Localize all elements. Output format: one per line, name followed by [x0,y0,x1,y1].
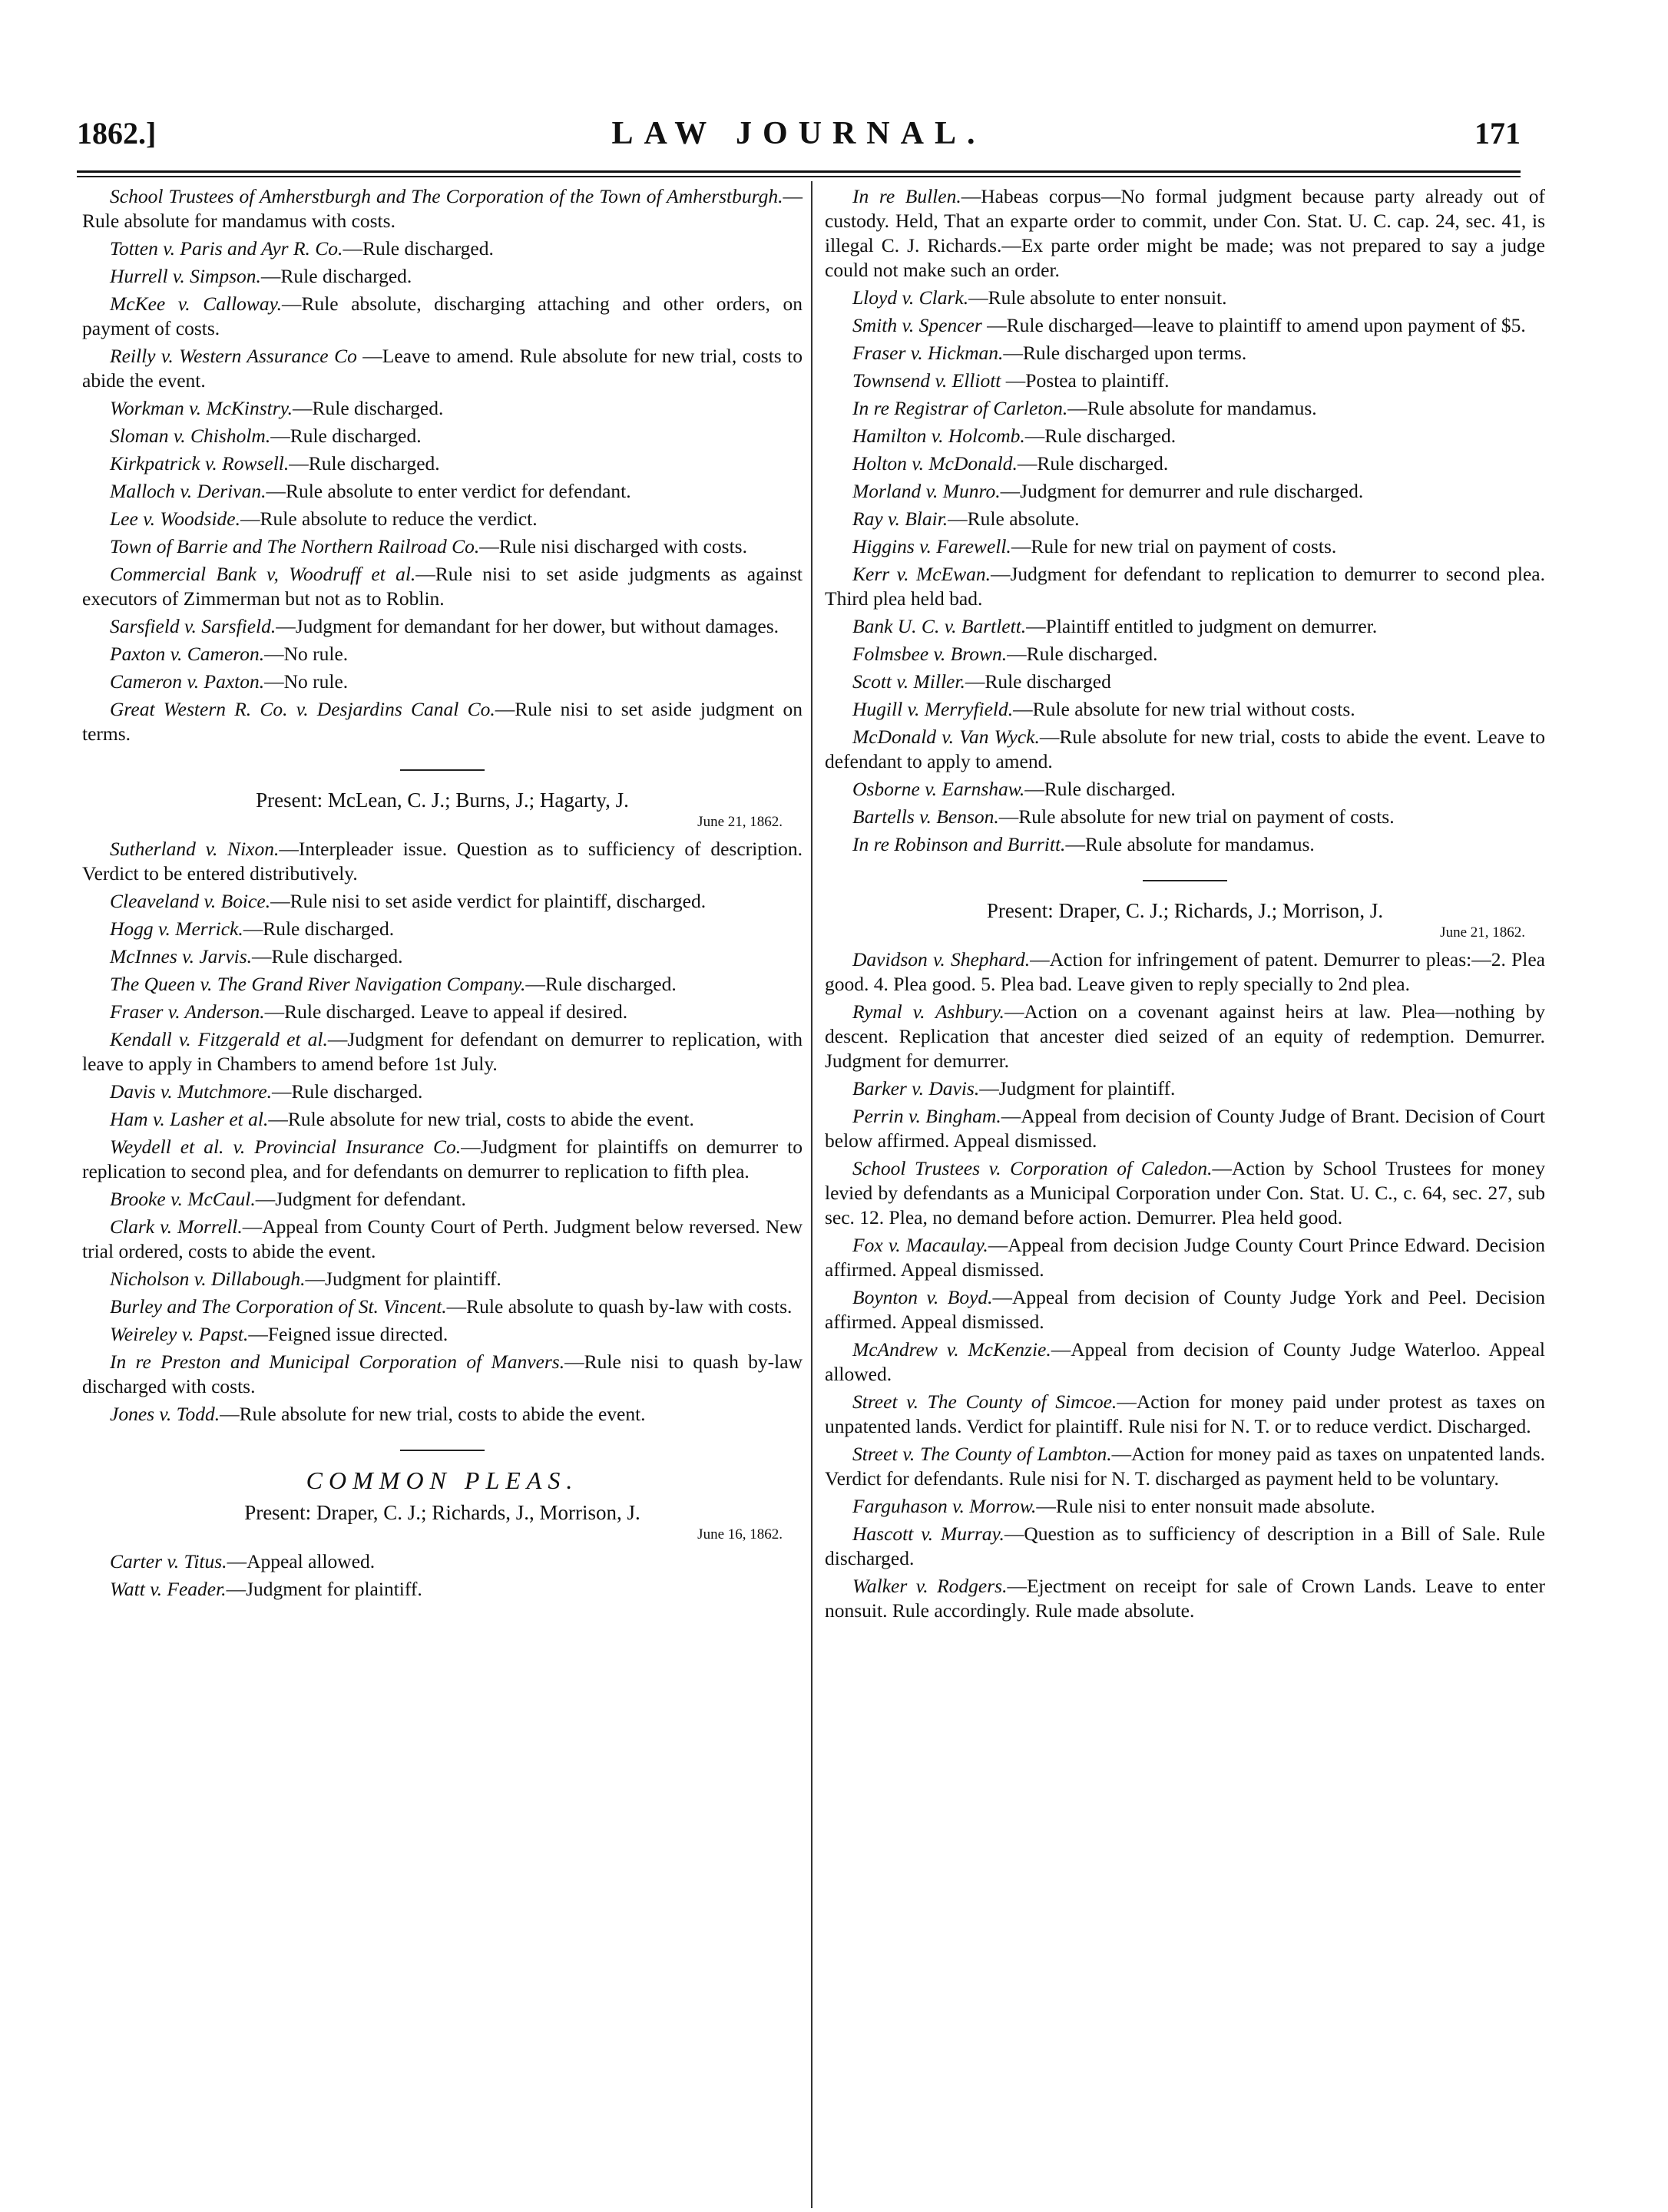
case-name: Kirkpatrick v. Rowsell. [110,452,290,474]
case-ruling: —Appeal from County Court of Perth. Judgment below reversed. New trial ordered, costs to abide the event. [82,1215,803,1262]
case-entry [82,1294,803,1319]
case-ruling: —Rule discharged upon terms. [1003,342,1247,364]
case-entry [82,1135,803,1184]
case-name: Fraser v. Anderson. [110,1000,265,1023]
case-ruling: —Rule discharged. Leave to appeal if desired. [264,1000,628,1023]
case-name: Weydell et al. v. Provincial Insurance Co. [110,1136,462,1158]
case-entry [825,1233,1545,1282]
case-name: Totten v. Paris and Ayr R. Co. [110,237,343,260]
case-entry [82,534,803,559]
case-entry [82,562,803,611]
case-entry [825,1574,1545,1623]
case-ruling: —Action on a covenant against heirs at law. Plea—nothing by descent. Replication that ancester died seized of an equity of redemption. Demurrer. Judgment for demurrer. [825,1000,1546,1072]
case-ruling: —Rule nisi to set aside judgment on terms. [82,698,803,745]
case-name: Hugill v. Merryfield. [852,698,1014,720]
case-entry [82,1215,803,1264]
case-name: Watt v. Feader. [110,1578,227,1600]
right-entries-a [825,184,1545,857]
case-entry [825,451,1545,476]
case-ruling: —Appeal from decision of County Judge York and Peel. Decision affirmed. Appeal dismissed. [825,1286,1545,1333]
case-ruling: —Habeas corpus—No formal judgment because party already out of custody. Held, That an exparte order to commit, under Con. Stat. U. C. cap. 24, sec. 41, is illegal C. J. Richards.—Ex parte order might be made; was not prepared to say a judge could not make such an order. [825,185,1545,281]
right-entries-b [825,947,1545,1623]
sitting-date: June 21, 1862. [1440,924,1525,941]
case-entry [825,534,1545,559]
case-ruling: —Rule absolute to enter nonsuit. [968,286,1227,309]
case-entry [82,236,803,261]
case-entry [82,1322,803,1347]
case-ruling: —Rule discharged. [289,452,440,474]
case-name: Scott v. Miller. [852,670,965,693]
case-entry [825,562,1545,611]
case-name: School Trustees v. Corporation of Caledon. [852,1157,1213,1179]
case-name: Fox v. Macaulay. [852,1234,988,1256]
case-entry [825,184,1545,283]
case-entry [825,1337,1545,1387]
case-name: Workman v. McKinstry. [110,397,293,419]
case-entry [825,313,1545,338]
case-ruling: —Rule discharged—leave to plaintiff to amend upon payment of $5. [981,314,1526,336]
case-ruling: —Judgment for defendant. [255,1188,466,1210]
case-name: Hamilton v. Holcomb. [852,425,1025,447]
case-entry [825,1285,1545,1334]
case-entry [82,642,803,666]
case-ruling: —Rule absolute for mandamus. [1067,397,1317,419]
case-entry [82,451,803,476]
case-entry [82,1350,803,1399]
case-name: Higgins v. Farewell. [852,535,1011,557]
case-ruling: —Rule absolute. [948,508,1080,530]
case-ruling: —Judgment for defendant on demurrer to replication, with leave to apply in Chambers to amend before 1st July. [82,1028,803,1075]
case-entry [825,424,1545,448]
case-name: In re Bullen. [852,185,961,207]
case-ruling: —Judgment for demandant for her dower, but without damages. [276,615,779,637]
case-name: Paxton v. Cameron. [110,643,265,665]
case-entry [825,642,1545,666]
case-entry [82,292,803,341]
case-name: Holton v. McDonald. [852,452,1018,474]
case-ruling: —Judgment for demurrer and rule discharged. [1000,480,1364,502]
case-ruling: —Rule nisi to set aside verdict for plaintiff, discharged. [270,890,707,912]
case-ruling: —Rule nisi to enter nonsuit made absolute. [1036,1495,1375,1517]
case-ruling: —Action for money paid under protest as taxes on unpatented lands. Verdict for plaintiff. Rule nisi for N. T. or to reduce verdict. Discharged. [825,1390,1545,1437]
case-name: Jones v. Todd. [110,1403,220,1425]
case-entry [82,1027,803,1076]
case-ruling: —Rule discharged. [272,1080,423,1103]
case-ruling: —Appeal from decision of County Judge Waterloo. Appeal allowed. [825,1338,1545,1385]
case-entry [825,725,1545,774]
case-name: Walker v. Rodgers. [852,1575,1008,1597]
case-name: Cameron v. Paxton. [110,670,265,693]
case-name: The Queen v. The Grand River Navigation Company. [110,973,526,995]
case-name: Cleaveland v. Boice. [110,890,271,912]
header-rule [77,170,1521,173]
case-ruling: —Rule discharged. [1024,425,1177,447]
case-ruling: —Judgment for defendant to replication to demurrer to second plea. Third plea held bad. [825,563,1545,610]
case-ruling: —Rule discharged. [525,973,677,995]
case-name: Carter v. Titus. [110,1550,227,1572]
case-name: Ray v. Blair. [852,508,948,530]
case-entry [82,944,803,969]
case-ruling: —Rule discharged. [260,265,412,287]
case-ruling: —Rule absolute for mandamus. [1065,833,1315,855]
case-entry [82,479,803,504]
case-entry [82,1549,803,1574]
case-entry [82,917,803,941]
left-entries-b [82,837,803,1427]
case-entry [825,777,1545,802]
case-entry [825,1076,1545,1101]
case-entry [825,1104,1545,1153]
case-ruling: —Rule discharged. [270,425,422,447]
case-name: Rymal v. Ashbury. [852,1000,1004,1023]
case-ruling: —Rule discharged. [292,397,444,419]
case-ruling: —Interpleader issue. Question as to sufficiency of description. Verdict to be entered distributively. [82,838,803,884]
case-entry [82,889,803,914]
case-ruling: —Question as to sufficiency of description in a Bill of Sale. Rule discharged. [825,1523,1545,1569]
case-entry [82,1577,803,1602]
case-ruling: —Plaintiff entitled to judgment on demurrer. [1026,615,1378,637]
case-entry [82,264,803,289]
case-ruling: —Ejectment on receipt for sale of Crown Lands. Leave to enter nonsuit. Rule accordingly. Rule made absolute. [825,1575,1545,1622]
case-name: Town of Barrie and The Northern Railroad Co. [110,535,480,557]
case-name: Weireley v. Papst. [110,1323,249,1345]
case-name: Sloman v. Chisholm. [110,425,271,447]
left-column [82,184,803,1605]
case-ruling: —Leave to amend. Rule absolute for new trial, costs to abide the event. [82,345,803,392]
section-heading: COMMON PLEAS. [306,1466,579,1494]
case-name: Smith v. Spencer [852,314,982,336]
case-name: Hascott v. Murray. [852,1523,1004,1545]
case-ruling: —Rule absolute to quash by-law with costs. [446,1295,793,1318]
case-name: McAndrew v. McKenzie. [852,1338,1051,1361]
case-name: Reilly v. Western Assurance Co [110,345,357,367]
header-year: 1862.] [77,116,157,150]
case-ruling: —Action for money paid as taxes on unpatented lands. Verdict for defendants. Rule nisi for N. T. discharged as payment held to be voluntary. [825,1443,1545,1490]
case-ruling: —No rule. [264,643,349,665]
case-name: Farguhason v. Morrow. [852,1495,1037,1517]
case-ruling: —Rule nisi to quash by-law discharged with costs. [82,1351,803,1397]
case-name: Osborne v. Earnshaw. [852,778,1025,800]
case-name: Brooke v. McCaul. [110,1188,256,1210]
case-entry [825,805,1545,829]
case-ruling: —Appeal from decision of County Judge of Brant. Decision of Court below affirmed. Appeal dismissed. [825,1105,1545,1152]
case-ruling: —Rule discharged. [1007,643,1158,665]
case-name: Bartells v. Benson. [852,805,999,828]
case-name: Perrin v. Bingham. [852,1105,1001,1127]
case-entry [825,697,1545,722]
case-entry [825,507,1545,531]
case-entry [825,1390,1545,1439]
case-name: Kerr v. McEwan. [852,563,991,585]
case-entry [825,341,1545,365]
case-name: Townsend v. Elliott [852,369,1001,392]
case-ruling: —Rule discharged. [1017,452,1169,474]
case-ruling: —Rule absolute for new trial on payment of costs. [998,805,1395,828]
column-separator [811,181,812,2208]
running-header [77,115,1521,161]
case-name: Fraser v. Hickman. [852,342,1004,364]
case-entry [825,832,1545,857]
left-entries-a [82,184,803,746]
case-name: McInnes v. Jarvis. [110,945,253,967]
case-entry [82,1402,803,1427]
case-name: Great Western R. Co. v. Desjardins Canal Co. [110,698,495,720]
case-ruling: —Action by School Trustees for money levied by defendants as a Municipal Corporation under Con. Stat. U. C., c. 64, sec. 27, sub sec. 12. Plea, no demand before action. Demurrer. Plea held good. [825,1157,1545,1228]
case-name: Hurrell v. Simpson. [110,265,261,287]
case-name: In re Robinson and Burritt. [852,833,1066,855]
bench-present: Present: McLean, C. J.; Burns, J.; Hagarty, J. [256,789,629,812]
case-entry [825,614,1545,639]
case-ruling: —Rule absolute for mandamus with costs. [82,185,803,232]
case-name: Sarsfield v. Sarsfield. [110,615,276,637]
case-name: Commercial Bank v, Woodruff et al. [110,563,416,585]
case-name: Boynton v. Boyd. [852,1286,993,1308]
case-name: McKee v. Calloway. [110,293,282,315]
case-entry [82,670,803,694]
case-ruling: —Judgment for plaintiff. [226,1578,422,1600]
case-ruling: —No rule. [264,670,349,693]
case-name: Barker v. Davis. [852,1077,980,1099]
case-entry [82,1080,803,1104]
case-ruling: —Postea to plaintiff. [1001,369,1170,392]
case-entry [82,837,803,886]
case-name: Davidson v. Shephard. [852,948,1031,970]
case-entry [825,396,1545,421]
case-name: In re Registrar of Carleton. [852,397,1068,419]
case-name: McDonald v. Van Wyck. [852,726,1040,748]
page-number: 171 [1474,116,1521,150]
case-ruling: —Judgment for plaintiff. [305,1268,501,1290]
case-ruling: —Rule for new trial on payment of costs. [1011,535,1337,557]
case-name: Sutherland v. Nixon. [110,838,280,860]
bench-present: Present: Draper, C. J.; Richards, J., Morrison, J. [244,1501,640,1524]
case-ruling: —Judgment for plaintiff. [979,1077,1176,1099]
case-entry [82,697,803,746]
case-entry [825,479,1545,504]
case-name: Lloyd v. Clark. [852,286,969,309]
case-name: Morland v. Munro. [852,480,1001,502]
sitting-date: June 21, 1862. [697,814,783,830]
case-entry [82,1187,803,1212]
case-entry [825,947,1545,997]
case-entry [825,1156,1545,1230]
case-ruling: —Rule absolute for new trial, costs to abide the event. [220,1403,646,1425]
case-ruling: —Rule nisi discharged with costs. [479,535,747,557]
case-entry [82,1000,803,1024]
bench-present: Present: Draper, C. J.; Richards, J.; Morrison, J. [986,899,1384,922]
case-ruling: —Rule absolute for new trial, costs to abide the event. [268,1108,694,1130]
case-entry [825,1494,1545,1519]
case-ruling: —Rule nisi to set aside judgments as against executors of Zimmerman but not as to Roblin. [82,563,803,610]
case-name: Ham v. Lasher et al. [110,1108,269,1130]
case-ruling: —Appeal allowed. [227,1550,376,1572]
case-entry [82,344,803,393]
case-entry [825,670,1545,694]
case-name: Folmsbee v. Brown. [852,643,1008,665]
case-entry [82,972,803,997]
case-name: Davis v. Mutchmore. [110,1080,273,1103]
right-column [825,184,1545,1626]
case-name: Nicholson v. Dillabough. [110,1268,306,1290]
case-name: Bank U. C. v. Bartlett. [852,615,1027,637]
case-name: In re Preston and Municipal Corporation of Manvers. [110,1351,565,1373]
header-rule-thin [77,176,1521,177]
case-name: Malloch v. Derivan. [110,480,266,502]
case-name: Clark v. Morrell. [110,1215,243,1238]
case-entry [825,369,1545,393]
case-name: Burley and The Corporation of St. Vincent. [110,1295,447,1318]
case-entry [825,1000,1545,1073]
case-ruling: —Rule discharged. [343,237,494,260]
case-entry [82,1267,803,1291]
case-entry [82,614,803,639]
case-entry [82,396,803,421]
case-ruling: —Feigned issue directed. [248,1323,448,1345]
case-ruling: —Rule absolute to reduce the verdict. [240,508,538,530]
section-divider [400,769,485,771]
section-divider [1143,880,1227,881]
case-entry [825,1522,1545,1571]
case-ruling: —Rule discharged. [252,945,403,967]
case-entry [82,424,803,448]
case-ruling: —Rule absolute to enter verdict for defendant. [266,480,631,502]
case-name: Street v. The County of Lambton. [852,1443,1112,1465]
case-name: School Trustees of Amherstburgh and The Corporation of the Town of Amherstburgh. [110,185,783,207]
case-ruling: —Rule absolute for new trial, costs to abide the event. Leave to defendant to apply to amend. [825,726,1546,772]
case-entry [82,1107,803,1132]
case-ruling: —Rule absolute, discharging attaching and other orders, on payment of costs. [82,293,803,339]
case-ruling: —Action for infringement of patent. Demurrer to pleas:—2. Plea good. 4. Plea good. 5. Plea bad. Leave given to reply specially to 2nd plea. [825,948,1545,995]
case-ruling: —Rule discharged [965,670,1111,693]
case-ruling: —Appeal from decision Judge County Court Prince Edward. Decision affirmed. Appeal dismissed. [825,1234,1545,1281]
case-entry [825,1442,1545,1491]
case-name: Lee v. Woodside. [110,508,240,530]
case-name: Kendall v. Fitzgerald et al. [110,1028,328,1050]
case-entry [825,286,1545,310]
journal-title: LAW JOURNAL. [611,116,986,151]
left-entries-c [82,1549,803,1602]
case-ruling: —Rule absolute for new trial without costs. [1013,698,1355,720]
case-name: Hogg v. Merrick. [110,918,243,940]
case-entry [82,184,803,233]
case-entry [82,507,803,531]
sitting-date: June 16, 1862. [697,1526,783,1542]
case-ruling: —Rule discharged. [1024,778,1176,800]
case-ruling: —Judgment for plaintiffs on demurrer to replication to second plea, and for defendants on demurrer to replication to fifth plea. [82,1136,803,1182]
case-name: Street v. The County of Simcoe. [852,1390,1117,1413]
section-divider [400,1450,485,1451]
case-ruling: —Rule discharged. [243,918,395,940]
